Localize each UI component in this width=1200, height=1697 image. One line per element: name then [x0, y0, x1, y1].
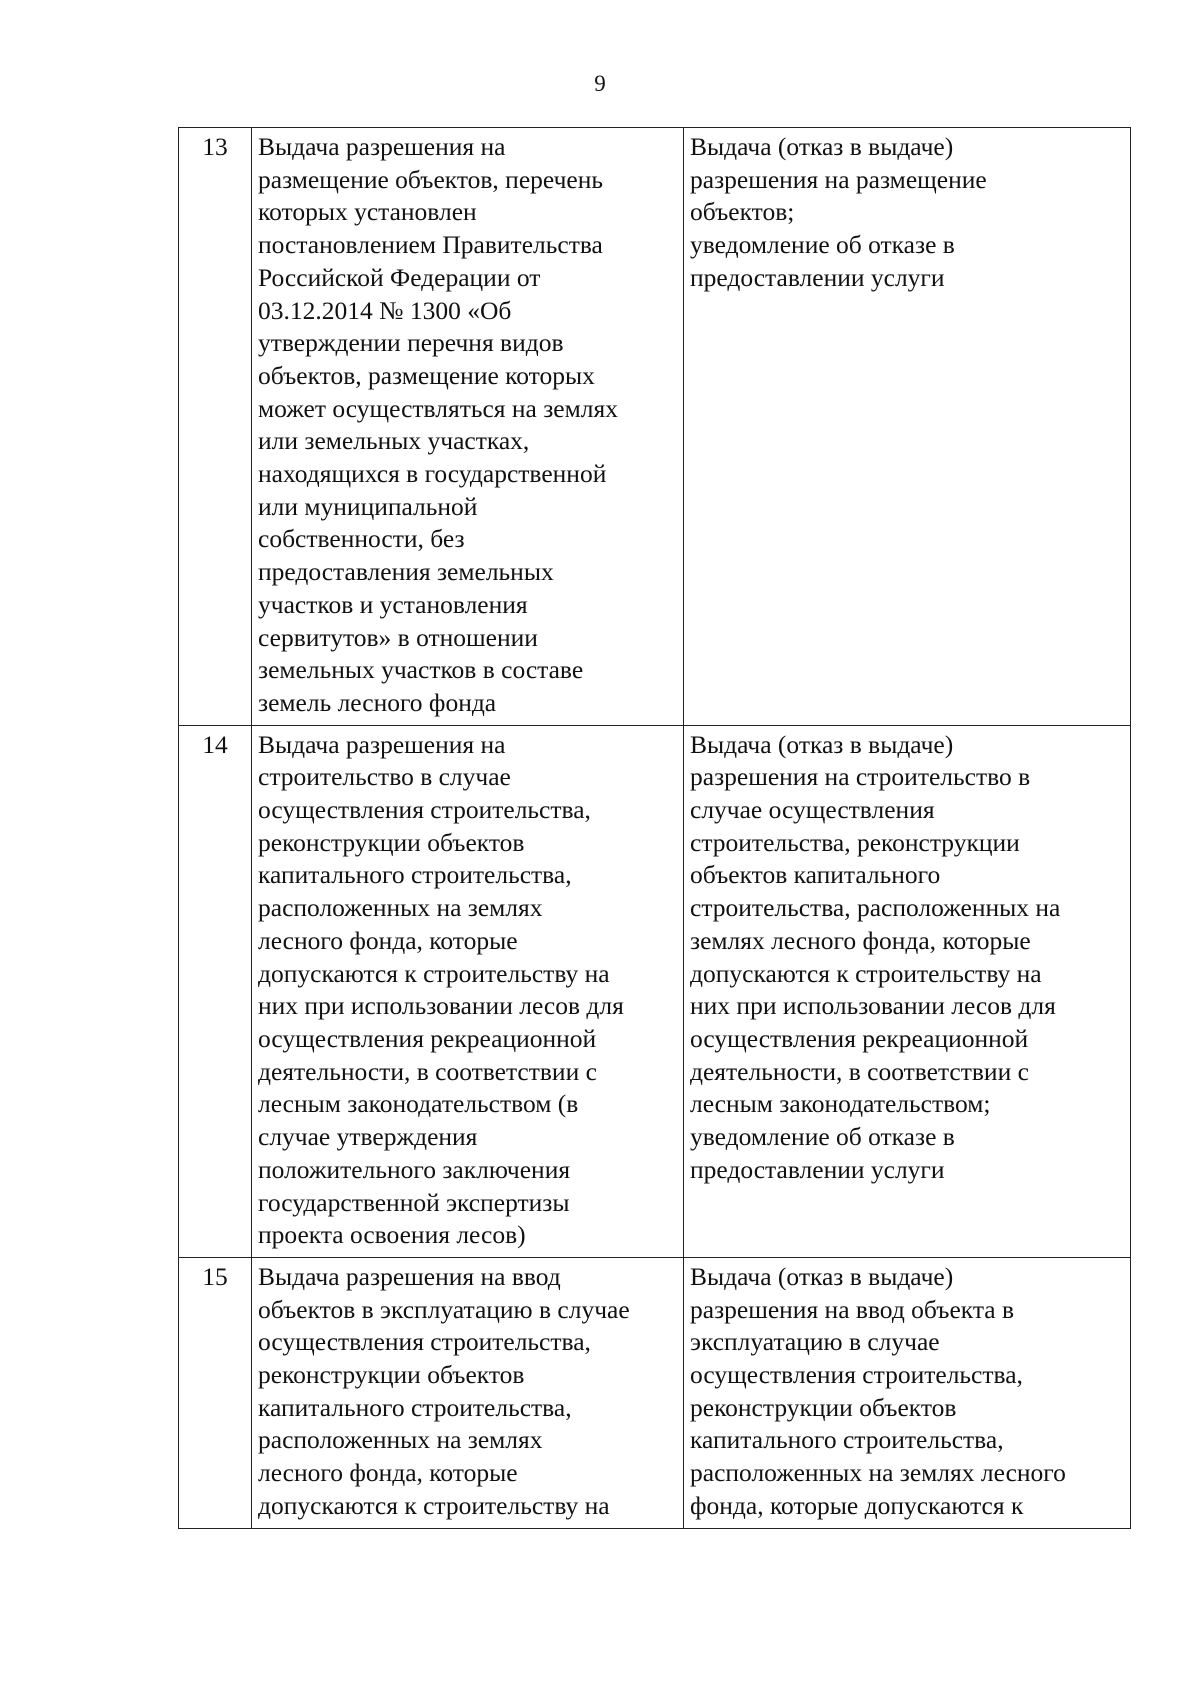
service-name-line: Выдача разрешения на	[258, 729, 506, 759]
service-name-line: сервитутов» в отношении	[258, 622, 538, 652]
service-name-line: расположенных на землях	[258, 893, 543, 923]
service-name-line: строительство в случае	[258, 762, 511, 792]
service-result-line: уведомление об отказе в	[690, 230, 955, 260]
service-result-line: уведомление об отказе в	[690, 1122, 955, 1152]
service-result-line: Выдача (отказ в выдаче)	[690, 729, 954, 759]
service-result-line: разрешения на размещение	[690, 164, 987, 194]
page-number: 9	[594, 71, 606, 96]
service-result-line: капитального строительства,	[690, 1425, 1004, 1455]
service-name-line: капитального строительства,	[258, 860, 572, 890]
service-name-line: находящихся в государственной	[258, 459, 607, 489]
service-result-line: разрешения на строительство в	[690, 762, 1031, 792]
service-result-line: Выдача (отказ в выдаче)	[690, 1261, 954, 1291]
service-name-line: постановлением Правительства	[258, 230, 603, 260]
service-result-line: реконструкции объектов	[690, 1392, 957, 1422]
service-result-line: осуществления рекреационной	[690, 1023, 1029, 1053]
service-name-line: Выдача разрешения на ввод	[258, 1261, 561, 1291]
service-name-line: реконструкции объектов	[258, 1360, 525, 1390]
service-result-line: фонда, которые допускаются к	[690, 1490, 1024, 1520]
service-result-line: допускаются к строительству на	[690, 958, 1042, 988]
service-name-line: участков и установления	[258, 589, 528, 619]
service-result-line: разрешения на ввод объекта в	[690, 1294, 1015, 1324]
service-result-line: случае осуществления	[690, 795, 935, 825]
service-name-line: или муниципальной	[258, 491, 478, 521]
service-result-line: объектов;	[690, 197, 795, 227]
service-name-cell	[252, 725, 684, 1257]
service-name-line: земельных участков в составе	[258, 655, 584, 685]
service-result-line: эксплуатацию в случае	[690, 1327, 940, 1357]
service-result-line: деятельности, в соответствии с	[690, 1056, 1029, 1086]
service-name-line: размещение объектов, перечень	[258, 164, 603, 194]
service-name-line: государственной экспертизы	[258, 1187, 570, 1217]
service-name-line: капитального строительства,	[258, 1392, 572, 1422]
service-name-cell	[252, 128, 684, 726]
service-name-line: лесного фонда, которые	[258, 1458, 518, 1488]
service-result-cell	[684, 128, 1131, 726]
service-result-line: лесным законодательством;	[690, 1089, 991, 1119]
service-result-line: них при использовании лесов для	[690, 991, 1056, 1021]
service-result-line: землях лесного фонда, которые	[690, 925, 1031, 955]
service-name-line: предоставления земельных	[258, 557, 554, 587]
service-result-line: объектов капитального	[690, 860, 941, 890]
service-name-line: осуществления рекреационной	[258, 1023, 597, 1053]
service-name-line: Российской Федерации от	[258, 262, 541, 292]
service-result-line: Выдача (отказ в выдаче)	[690, 132, 954, 161]
service-result-line: осуществления строительства,	[690, 1360, 1023, 1390]
row-number-cell: 13	[179, 128, 252, 726]
service-result-line: строительства, реконструкции	[690, 827, 1020, 857]
service-name-line: лесным законодательством (в	[258, 1089, 579, 1119]
service-name-cell	[252, 1257, 684, 1528]
service-name-line: осуществления строительства,	[258, 1327, 591, 1357]
services-table-body	[179, 128, 1131, 1529]
service-name-line: объектов, размещение которых	[258, 360, 595, 390]
service-name-line: лесного фонда, которые	[258, 925, 518, 955]
service-result-line: предоставлении услуги	[690, 1154, 945, 1184]
service-name-line: случае утверждения	[258, 1122, 478, 1152]
service-result-line: предоставлении услуги	[690, 262, 945, 292]
service-name-line: объектов в эксплуатацию в случае	[258, 1294, 630, 1324]
service-name-line: может осуществляться на землях	[258, 393, 618, 423]
service-name-line: которых установлен	[258, 197, 477, 227]
row-number-cell: 14	[179, 725, 252, 1257]
table-row	[179, 1257, 1131, 1528]
service-name-line: утверждении перечня видов	[258, 328, 564, 358]
service-result-line: строительства, расположенных на	[690, 893, 1061, 923]
service-result-line: расположенных на землях лесного	[690, 1458, 1066, 1488]
service-name-line: допускаются к строительству на	[258, 1490, 610, 1520]
service-name-line: Выдача разрешения на	[258, 132, 506, 161]
service-name-line: осуществления строительства,	[258, 795, 591, 825]
table-row	[179, 128, 1131, 726]
row-number-cell: 15	[179, 1257, 252, 1528]
service-name-line: 03.12.2014 № 1300 «Об	[258, 295, 512, 325]
service-name-line: реконструкции объектов	[258, 827, 525, 857]
service-name-line: расположенных на землях	[258, 1425, 543, 1455]
service-name-line: деятельности, в соответствии с	[258, 1056, 597, 1086]
service-name-line: положительного заключения	[258, 1154, 571, 1184]
service-name-line: них при использовании лесов для	[258, 991, 624, 1021]
table-row	[179, 725, 1131, 1257]
services-table	[178, 127, 1131, 1529]
service-name-line: проекта освоения лесов)	[258, 1220, 526, 1250]
service-name-line: допускаются к строительству на	[258, 958, 610, 988]
service-result-cell	[684, 1257, 1131, 1528]
service-name-line: или земельных участках,	[258, 426, 530, 456]
service-name-line: земель лесного фонда	[258, 687, 497, 717]
service-result-cell	[684, 725, 1131, 1257]
service-name-line: собственности, без	[258, 524, 465, 554]
